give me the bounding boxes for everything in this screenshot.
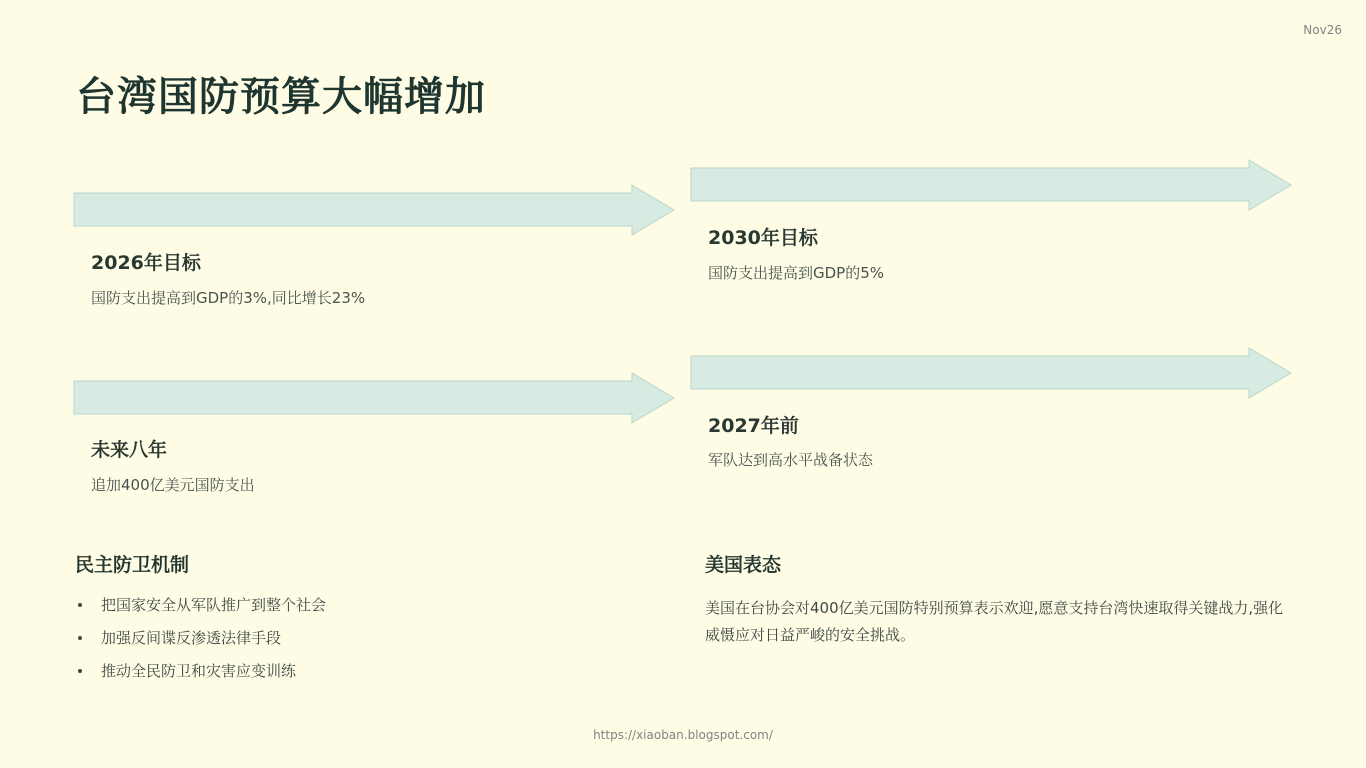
milestone-title-2027: 2027年前	[708, 415, 799, 437]
us-stance-heading: 美国表态	[705, 554, 782, 576]
milestone-text-2027: 军队达到高水平战备状态	[708, 451, 874, 469]
timeline-arrow-3	[73, 372, 675, 424]
slide-title: 台湾国防预算大幅增加	[76, 74, 486, 120]
milestone-title-2030: 2030年目标	[708, 227, 818, 249]
milestone-title-eight-years: 未来八年	[91, 439, 168, 461]
timeline-arrow-1	[73, 184, 675, 236]
timeline-arrow-2	[690, 159, 1292, 211]
list-item: 推动全民防卫和灾害应变训练	[76, 660, 326, 682]
defense-mechanism-heading: 民主防卫机制	[75, 554, 190, 576]
milestone-text-2026: 国防支出提高到GDP的3%,同比增长23%	[91, 289, 366, 307]
us-stance-text: 美国在台协会对400亿美元国防特别预算表示欢迎,愿意支持台湾快速取得关键战力,强化威慑应对日益严峻的安全挑战。	[705, 599, 1284, 644]
milestone-title-2026: 2026年目标	[91, 252, 201, 274]
milestone-text-2030: 国防支出提高到GDP的5%	[708, 264, 885, 282]
date-label: Nov26	[1303, 23, 1342, 37]
milestone-text-eight-years: 追加400亿美元国防支出	[91, 476, 255, 494]
footer-url: https://xiaoban.blogspot.com/	[593, 728, 773, 742]
timeline-arrow-4	[690, 347, 1292, 399]
list-item: 把国家安全从军队推广到整个社会	[76, 594, 326, 616]
list-item: 加强反间谍反渗透法律手段	[76, 627, 326, 649]
defense-mechanism-list	[76, 594, 326, 693]
